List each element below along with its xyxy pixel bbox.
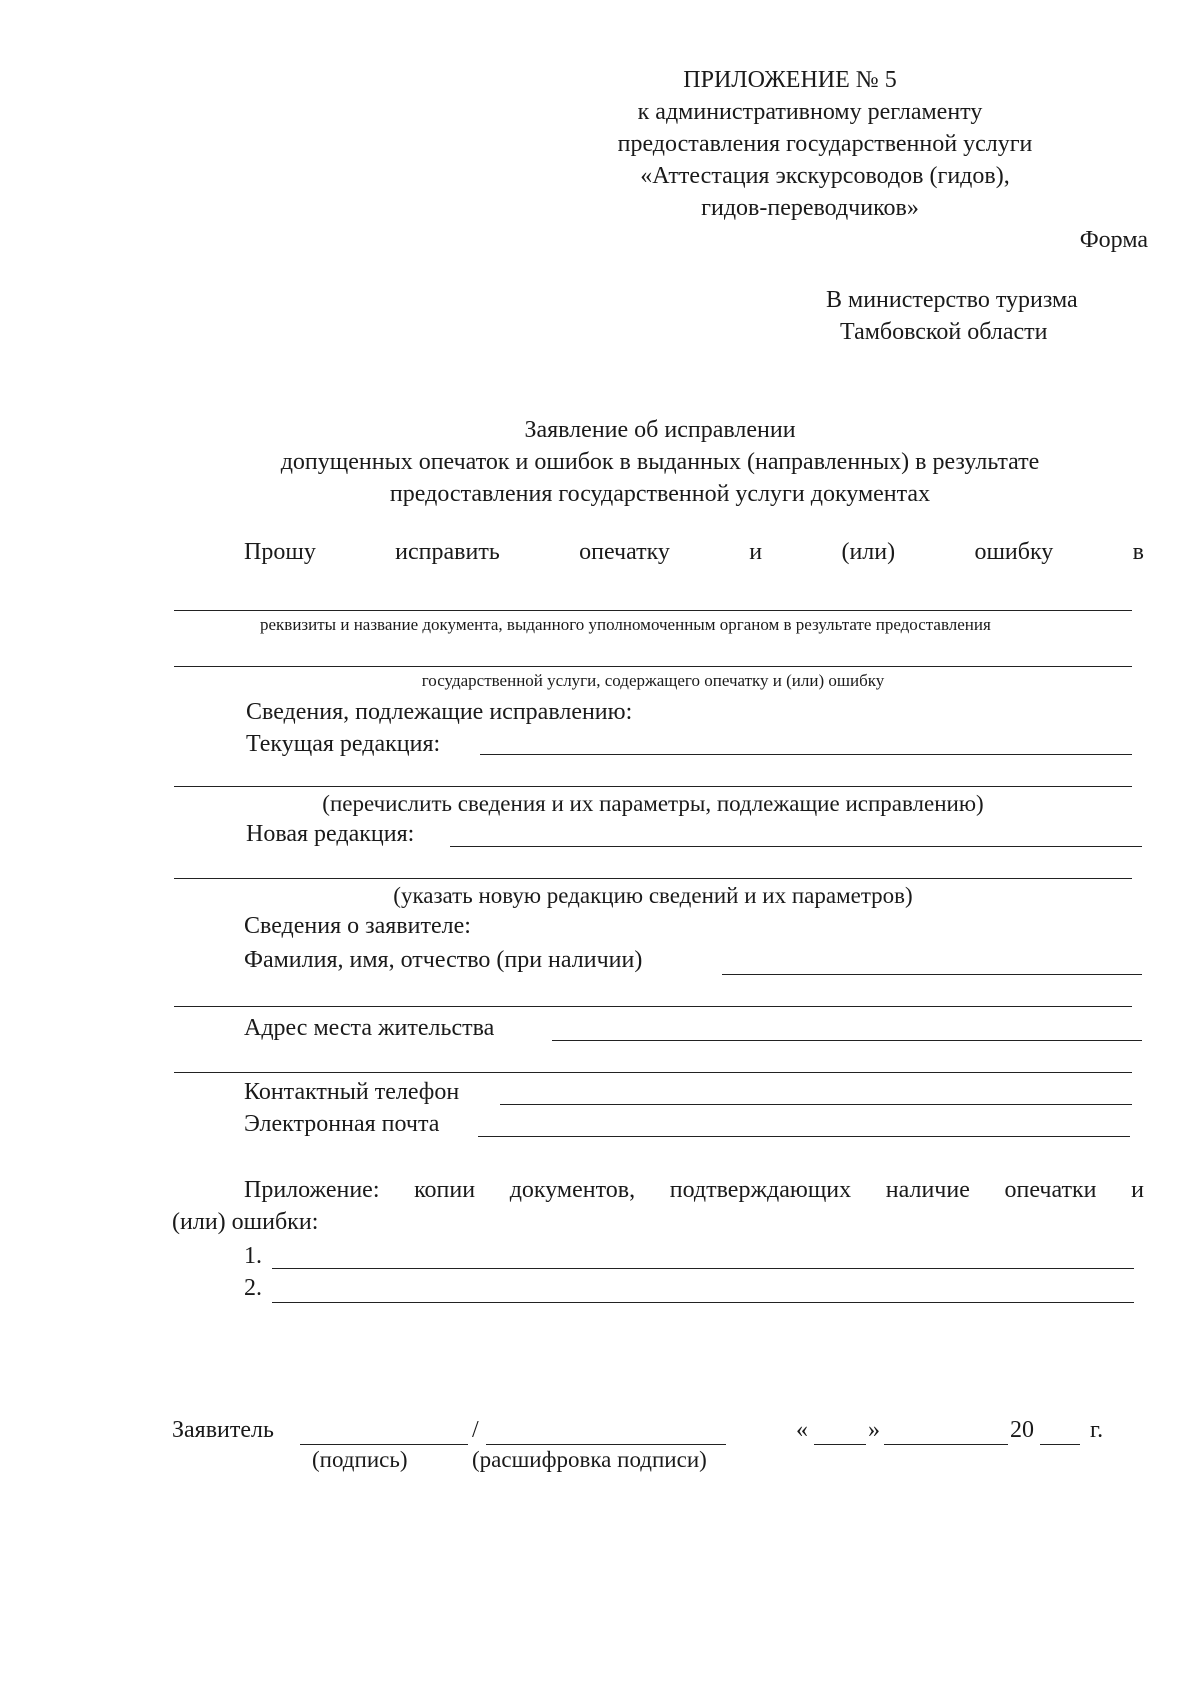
applicant-address-field-line-2[interactable] <box>174 1072 1132 1073</box>
applicant-email-label: Электронная почта <box>244 1111 440 1137</box>
new-edition-label: Новая редакция: <box>246 821 415 847</box>
current-edition-field-line-1[interactable] <box>480 754 1132 755</box>
document-title-line-3: предоставления государственной услуги документах <box>389 481 931 507</box>
applicant-address-field-line-1[interactable] <box>552 1040 1142 1041</box>
document-title-line-1: Заявление об исправлении <box>524 417 796 443</box>
new-edition-hint: (указать новую редакцию сведений и их параметров) <box>393 883 913 908</box>
request-word: опечатку <box>579 539 670 565</box>
document-details-hint-2: государственной услуги, содержащего опечатку и (или) ошибку <box>421 671 885 690</box>
attachment-item-2-number: 2. <box>244 1275 262 1301</box>
applicant-address-label: Адрес места жительства <box>244 1015 495 1041</box>
date-month-field-line[interactable] <box>884 1444 1008 1445</box>
form-label: Форма <box>1079 227 1148 253</box>
request-word: (или) <box>841 539 896 565</box>
request-word: ошибку <box>974 539 1054 565</box>
appendix-line-2: предоставления государственной услуги <box>617 131 1033 157</box>
applicant-phone-label: Контактный телефон <box>244 1079 460 1105</box>
request-word: в <box>1132 539 1144 565</box>
new-edition-field-line-1[interactable] <box>450 846 1142 847</box>
date-open-quote: « <box>796 1417 808 1443</box>
addressee-line-2: Тамбовской области <box>840 319 1048 345</box>
appendix-line-4: гидов-переводчиков» <box>701 195 919 221</box>
corrections-heading: Сведения, подлежащие исправлению: <box>246 699 633 725</box>
date-day-field-line[interactable] <box>814 1444 866 1445</box>
request-word: и <box>749 539 763 565</box>
applicant-heading: Сведения о заявителе: <box>244 913 471 939</box>
current-edition-label: Текущая редакция: <box>246 731 441 757</box>
signature-slash: / <box>472 1417 479 1443</box>
document-title-line-2: допущенных опечаток и ошибок в выданных (направленных) в результате <box>280 449 1040 475</box>
date-year-field-line[interactable] <box>1040 1444 1080 1445</box>
date-close-quote: » <box>868 1417 880 1443</box>
attachments-word: документов, <box>509 1177 636 1203</box>
attachment-item-1-field-line[interactable] <box>272 1268 1134 1269</box>
appendix-line-1: к административному регламенту <box>637 99 983 125</box>
document-details-hint-1: реквизиты и название документа, выданного уполномоченным органом в результате предоставления <box>260 615 991 634</box>
attachment-item-2-field-line[interactable] <box>272 1302 1134 1303</box>
date-year-suffix: г. <box>1090 1417 1104 1443</box>
applicant-name-field-line-2[interactable] <box>174 1006 1132 1007</box>
appendix-number: ПРИЛОЖЕНИЕ № 5 <box>683 67 897 93</box>
signature-decoding-hint: (расшифровка подписи) <box>472 1447 707 1472</box>
addressee-line-1: В министерство туризма <box>826 287 1078 313</box>
document-details-field-line-2[interactable] <box>174 666 1132 667</box>
applicant-name-field-line-1[interactable] <box>722 974 1142 975</box>
attachments-word: копии <box>414 1177 476 1203</box>
request-sentence <box>244 536 1144 568</box>
signature-hint: (подпись) <box>312 1447 408 1472</box>
document-details-field-line-1[interactable] <box>174 610 1132 611</box>
request-word: Прошу <box>244 539 316 565</box>
applicant-email-field-line[interactable] <box>478 1136 1130 1137</box>
applicant-phone-field-line[interactable] <box>500 1104 1132 1105</box>
attachment-item-1-number: 1. <box>244 1243 262 1269</box>
new-edition-field-line-2[interactable] <box>174 878 1132 879</box>
appendix-line-3: «Аттестация экскурсоводов (гидов), <box>640 163 1010 189</box>
attachments-word: подтверждающих <box>669 1177 852 1203</box>
request-word: исправить <box>395 539 500 565</box>
date-year-prefix: 20 <box>1010 1417 1034 1443</box>
attachments-word: наличие <box>885 1177 970 1203</box>
applicant-name-label: Фамилия, имя, отчество (при наличии) <box>244 947 643 973</box>
current-edition-field-line-2[interactable] <box>174 786 1132 787</box>
applicant-signature-label: Заявитель <box>172 1417 274 1443</box>
current-edition-hint: (перечислить сведения и их параметры, подлежащие исправлению) <box>322 791 984 816</box>
attachments-line-2: (или) ошибки: <box>172 1209 319 1235</box>
attachments-word: опечатки <box>1004 1177 1097 1203</box>
attachments-sentence <box>244 1174 1144 1206</box>
attachments-word: Приложение: <box>244 1177 380 1203</box>
attachments-word: и <box>1131 1177 1144 1203</box>
